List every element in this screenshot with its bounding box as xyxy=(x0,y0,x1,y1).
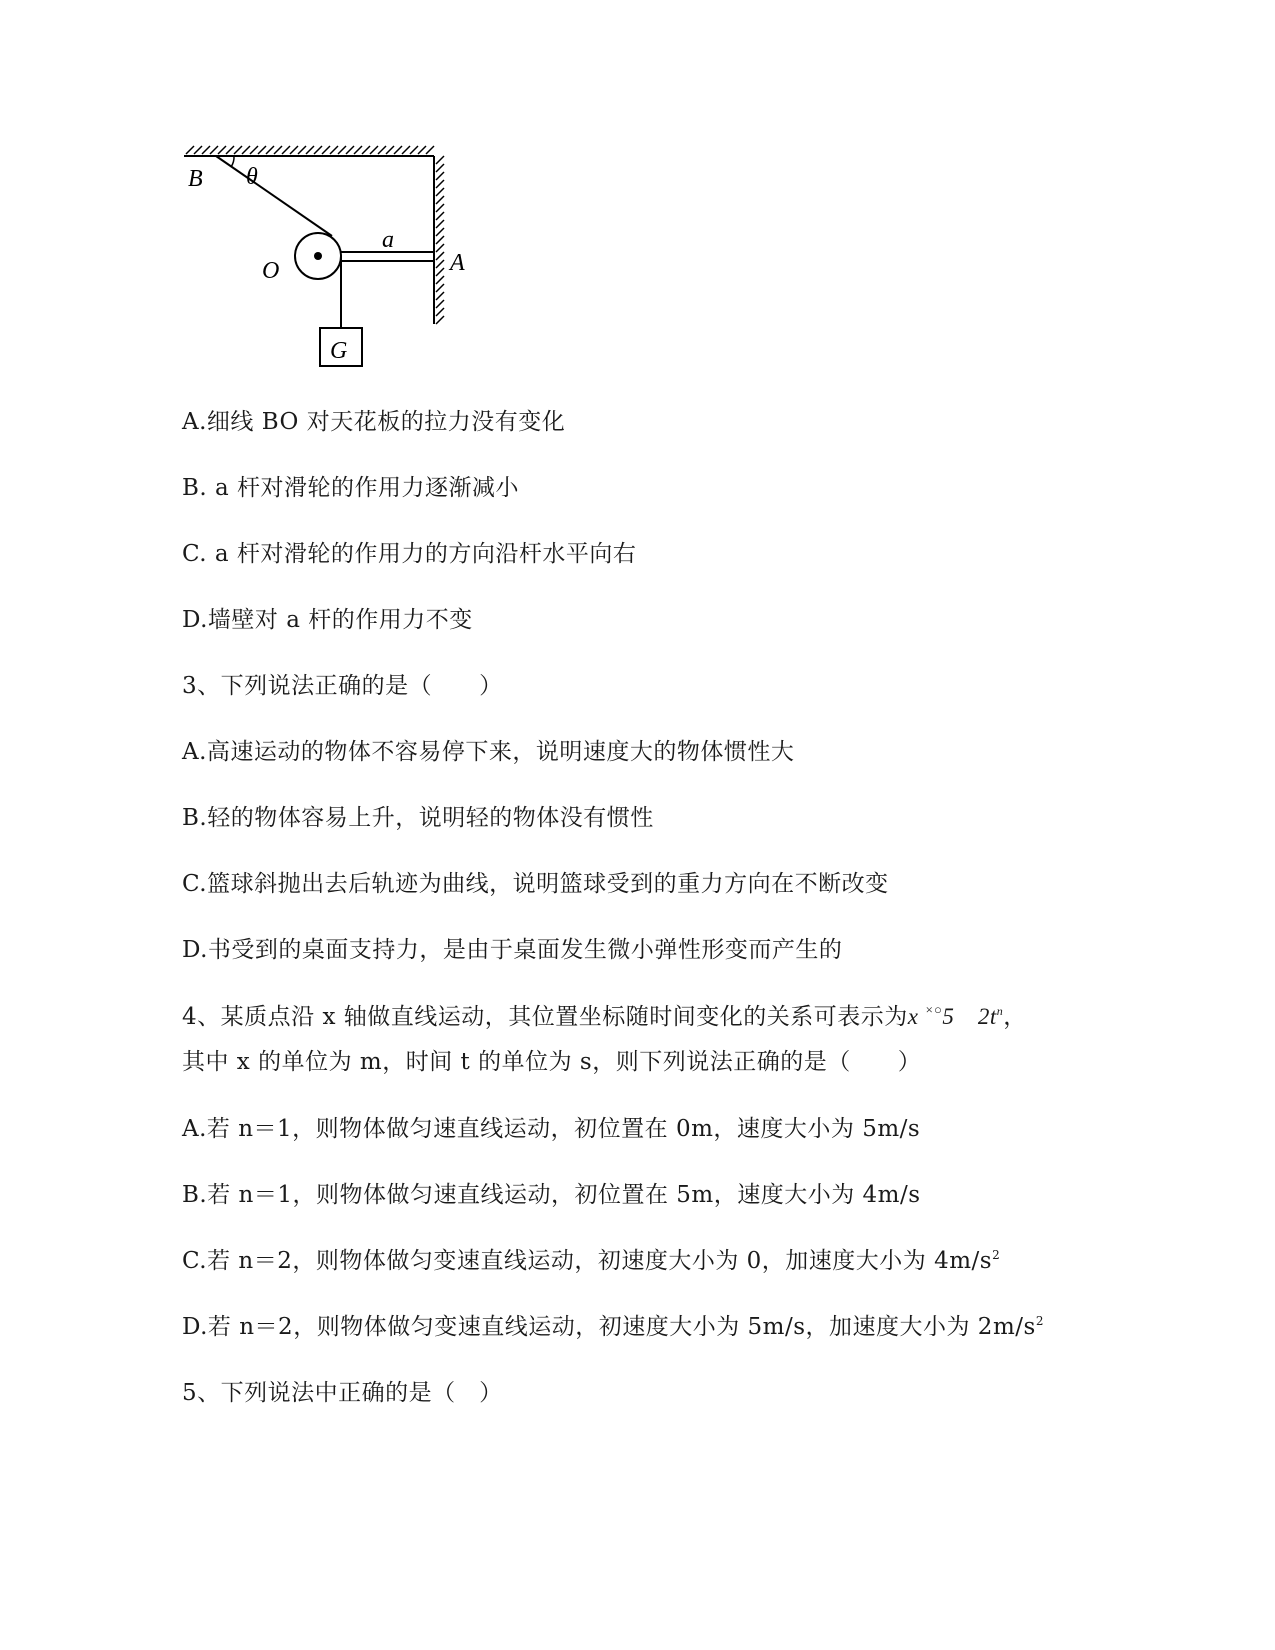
string-bo xyxy=(216,156,332,236)
q2-option-c: C. a 杆对滑轮的作用力的方向沿杆水平向右 xyxy=(182,541,637,567)
label-a-rod: a xyxy=(382,227,394,253)
q4-option-b: B.若 n＝1，则物体做匀速直线运动，初位置在 5m，速度大小为 4m/s xyxy=(182,1182,921,1208)
q5-stem: 5、下列说法中正确的是（ ） xyxy=(182,1380,503,1406)
pulley-figure xyxy=(180,140,500,390)
q4-stem-line2: 其中 x 的单位为 m，时间 t 的单位为 s，则下列说法正确的是（ ） xyxy=(182,1049,922,1075)
pulley-diagram xyxy=(180,140,500,390)
wall-hatch xyxy=(436,156,444,324)
q4-option-a: A.若 n＝1，则物体做匀速直线运动，初位置在 0m，速度大小为 5m/s xyxy=(182,1116,921,1142)
theta-arc xyxy=(231,156,234,167)
label-a-point: A xyxy=(450,250,465,276)
q2-option-b: B. a 杆对滑轮的作用力逐渐减小 xyxy=(182,475,520,501)
q4-option-d: D.若 n＝2，则物体做匀变速直线运动，初速度大小为 5m/s，加速度大小为 $2m/s^2$ xyxy=(182,1314,1044,1340)
q4-stem-line1: 4、某质点沿 x 轴做直线运动，其位置坐标随时间变化的关系可表示为x ×○5 $2t^n$， xyxy=(182,1002,1027,1030)
q3-stem: 3、下列说法正确的是（ ） xyxy=(182,673,503,699)
q4-formula: x ×○5 $2t^n$ xyxy=(907,1002,1004,1029)
label-theta: θ xyxy=(246,164,258,190)
q3-option-c: C.篮球斜抛出去后轨迹为曲线，说明篮球受到的重力方向在不断改变 xyxy=(182,871,889,897)
label-b: B xyxy=(188,166,203,192)
q4-option-c: C.若 n＝2，则物体做匀变速直线运动，初速度大小为 0，加速度大小为 $4m/s^2$ xyxy=(182,1248,1001,1274)
ceiling-hatch xyxy=(186,146,434,154)
pulley-axle xyxy=(314,252,322,260)
label-o: O xyxy=(262,258,280,284)
label-g: G xyxy=(330,338,348,364)
q3-option-d: D.书受到的桌面支持力，是由于桌面发生微小弹性形变而产生的 xyxy=(182,937,843,963)
q2-option-d: D.墙壁对 a 杆的作用力不变 xyxy=(182,607,473,633)
q3-option-b: B.轻的物体容易上升，说明轻的物体没有惯性 xyxy=(182,805,654,831)
q3-option-a: A.高速运动的物体不容易停下来，说明速度大的物体惯性大 xyxy=(182,739,795,765)
q4-stem-text: 4、某质点沿 x 轴做直线运动，其位置坐标随时间变化的关系可表示为 xyxy=(182,1004,908,1030)
q2-option-a: A.细线 BO 对天花板的拉力没有变化 xyxy=(182,409,566,435)
